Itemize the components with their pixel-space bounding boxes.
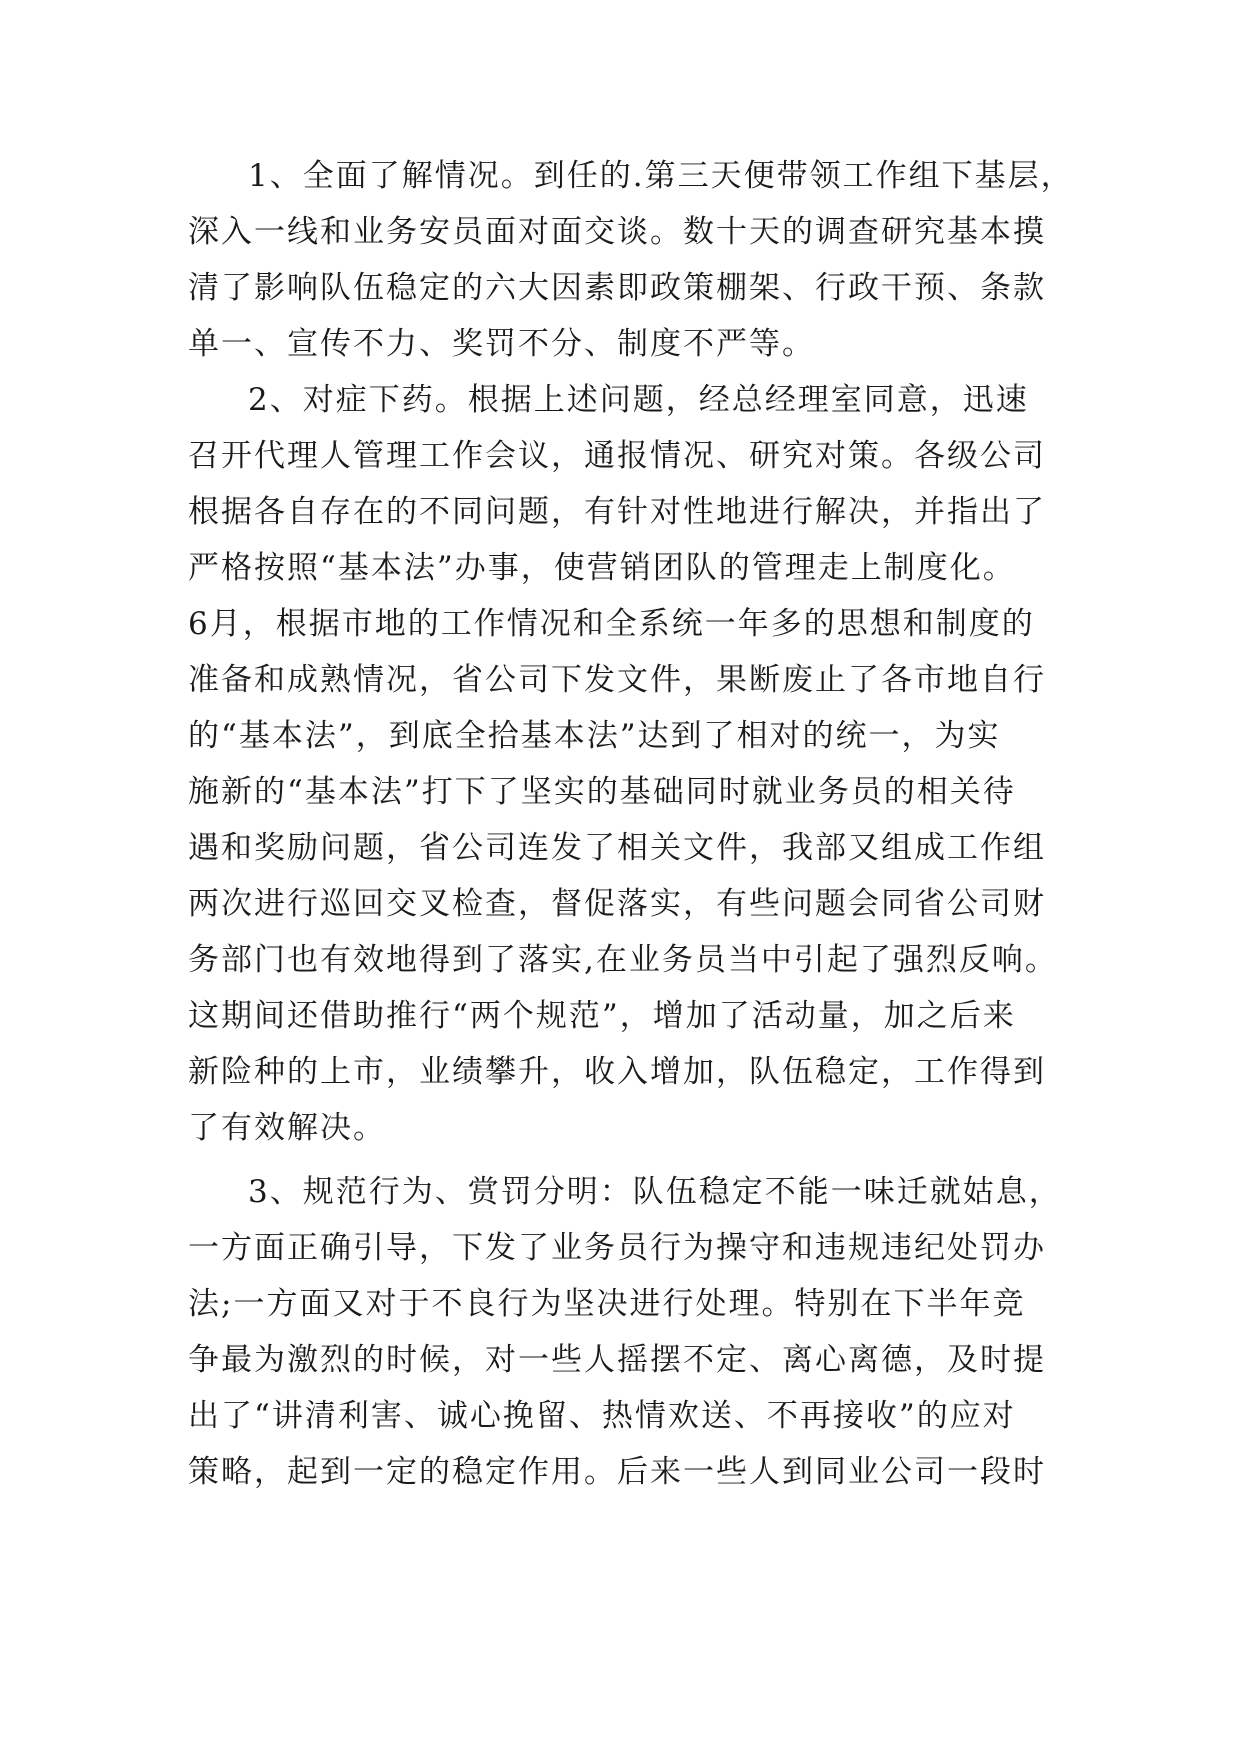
paragraph-2 xyxy=(188,372,1058,1156)
text-line: 严格按照“基本法”办事，使营销团队的管理走上制度化。 xyxy=(188,550,1016,586)
text-line: 一方面正确引导，下发了业务员行为操守和违规违纪处罚办 xyxy=(188,1230,1046,1266)
text-line: 法;一方面又对于不良行为坚决进行处理。特别在下半年竞 xyxy=(188,1286,1026,1322)
document-body xyxy=(188,148,1074,1500)
text-line: 出了“讲清利害、诚心挽留、热情欢送、不再接收”的应对 xyxy=(188,1398,1016,1434)
paragraph-3 xyxy=(188,1164,1062,1500)
text-line: 清了影响队伍稳定的六大因素即政策棚架、行政干预、条款 xyxy=(188,270,1046,306)
text-line: 争最为激烈的时候，对一些人摇摆不定、离心离德，及时提 xyxy=(188,1342,1046,1378)
text-line: 深入一线和业务安员面对面交谈。数十天的调查研究基本摸 xyxy=(188,214,1046,250)
text-line: 务部门也有效地得到了落实,在业务员当中引起了强烈反响。 xyxy=(188,942,1058,978)
text-line: 召开代理人管理工作会议，通报情况、研究对策。各级公司 xyxy=(188,438,1046,474)
text-line: 单一、宣传不力、奖罚不分、制度不严等。 xyxy=(188,326,815,362)
text-line: 了有效解决。 xyxy=(188,1110,386,1146)
text-line: 2、对症下药。根据上述问题，经总经理室同意，迅速 xyxy=(248,382,1029,418)
text-line: 根据各自存在的不同问题，有针对性地进行解决，并指出了 xyxy=(188,494,1046,530)
text-line: 1、全面了解情况。到任的.第三天便带领工作组下基层， xyxy=(248,158,1074,194)
text-line: 这期间还借助推行“两个规范”，增加了活动量，加之后来 xyxy=(188,998,1016,1034)
text-line: 施新的“基本法”打下了坚实的基础同时就业务员的相关待 xyxy=(188,774,1016,810)
text-line: 3、规范行为、赏罚分明：队伍稳定不能一味迁就姑息， xyxy=(248,1174,1062,1210)
text-line: 两次进行巡回交叉检查，督促落实，有些问题会同省公司财 xyxy=(188,886,1046,922)
text-line: 策略，起到一定的稳定作用。后来一些人到同业公司一段时 xyxy=(188,1454,1046,1490)
text-line: 遇和奖励问题，省公司连发了相关文件，我部又组成工作组 xyxy=(188,830,1046,866)
text-line: 的“基本法”，到底全拾基本法”达到了相对的统一，为实 xyxy=(188,718,1001,754)
text-line: 新险种的上市，业绩攀升，收入增加，队伍稳定，工作得到 xyxy=(188,1054,1046,1090)
paragraph-1 xyxy=(188,148,1074,372)
paragraph-spacer xyxy=(188,1156,1050,1164)
text-line: 6月，根据市地的工作情况和全系统一年多的思想和制度的 xyxy=(188,606,1035,642)
text-line: 准备和成熟情况，省公司下发文件，果断废止了各市地自行 xyxy=(188,662,1046,698)
